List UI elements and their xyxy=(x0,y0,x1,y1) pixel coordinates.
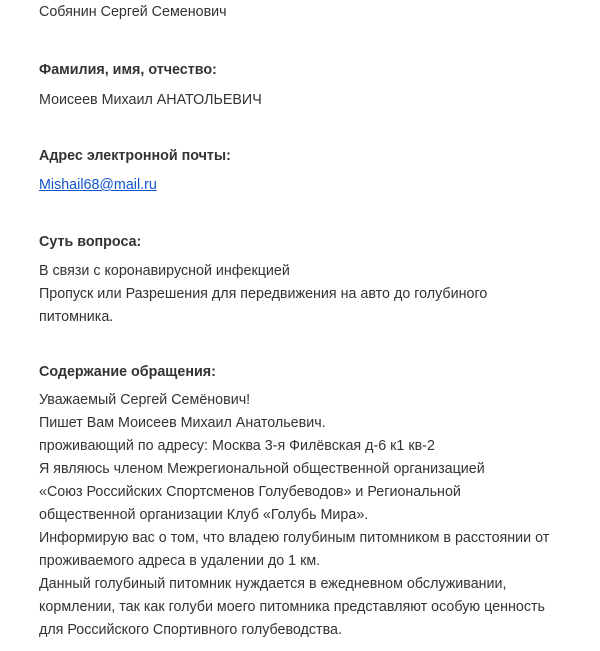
email-link[interactable]: Mishail68@mail.ru xyxy=(39,177,157,193)
subject-line: питомника. xyxy=(39,309,114,325)
content-heading: Содержание обращения: xyxy=(39,364,216,380)
content-line: Я являюсь членом Межрегиональной общественной организацией xyxy=(39,461,485,477)
content-line: проживающий по адресу: Москва 3-я Филёвская д-6 к1 кв-2 xyxy=(39,438,435,454)
content-line: «Союз Российских Спортсменов Голубеводов» и Региональной xyxy=(39,484,461,500)
subject-text xyxy=(39,260,487,329)
content-line: Уважаемый Сергей Семёнович! xyxy=(39,392,251,408)
recipient-name: Собянин Сергей Семенович xyxy=(39,4,227,20)
content-line: Пишет Вам Моисеев Михаил Анатольевич. xyxy=(39,415,326,431)
fio-value: Моисеев Михаил АНАТОЛЬЕВИЧ xyxy=(39,92,262,108)
content-line: кормлении, так как голуби моего питомника представляют особую ценность xyxy=(39,599,545,615)
content-text xyxy=(39,389,549,642)
email-heading: Адрес электронной почты: xyxy=(39,148,231,164)
content-line: проживаемого адреса в удалении до 1 км. xyxy=(39,553,321,569)
fio-heading: Фамилия, имя, отчество: xyxy=(39,62,217,78)
content-line: Информирую вас о том, что владею голубиным питомником в расстоянии от xyxy=(39,530,550,546)
subject-line: В связи с коронавирусной инфекцией xyxy=(39,263,290,279)
email-value-row xyxy=(39,174,157,197)
content-line: общественной организации Клуб «Голубь Мира». xyxy=(39,507,369,523)
content-line: для Российского Спортивного голубеводства. xyxy=(39,622,342,638)
subject-line: Пропуск или Разрешения для передвижения на авто до голубиного xyxy=(39,286,488,302)
content-line: Данный голубиный питомник нуждается в ежедневном обслуживании, xyxy=(39,576,507,592)
subject-heading: Суть вопроса: xyxy=(39,234,142,250)
